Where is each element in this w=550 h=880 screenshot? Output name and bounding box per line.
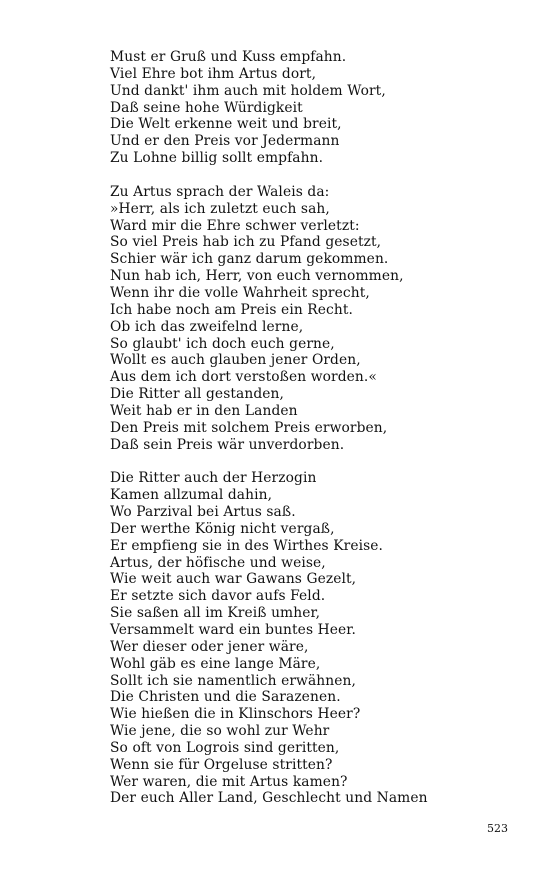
verse-line: Die Ritter all gestanden,	[110, 386, 284, 403]
verse-line: Und dankt' ihm auch mit holdem Wort,	[110, 82, 386, 99]
verse-line: Zu Lohne billig sollt empfahn.	[110, 150, 324, 167]
stanza-1	[110, 49, 530, 167]
verse-line: Aus dem ich dort verstoßen worden.«	[110, 369, 377, 386]
verse-line: Daß seine hohe Würdigkeit	[110, 99, 303, 116]
verse-line: Versammelt ward ein buntes Heer.	[110, 622, 356, 638]
verse-line: Wohl gäb es eine lange Märe,	[110, 655, 321, 672]
verse-line: Weit hab er in den Landen	[110, 402, 298, 419]
verse-line: Und er den Preis vor Jedermann	[110, 133, 340, 150]
verse-line: Viel Ehre bot ihm Artus dort,	[110, 65, 317, 82]
verse-line: Zu Artus sprach der Waleis da:	[110, 183, 330, 200]
verse-line: Der euch Aller Land, Geschlecht und Namen	[110, 790, 428, 807]
verse-line: Ward mir die Ehre schwer verletzt:	[110, 217, 360, 234]
verse-line: Must er Gruß und Kuss empfahn.	[110, 49, 347, 65]
verse-line: Wie weit auch war Gawans Gezelt,	[110, 571, 357, 588]
verse-line: »Herr, als ich zuletzt euch sah,	[110, 200, 330, 217]
verse-line: Wollt es auch glauben jener Orden,	[110, 352, 361, 369]
verse-line: Schier wär ich ganz darum gekommen.	[110, 251, 389, 268]
verse-line: Wer waren, die mit Artus kamen?	[110, 773, 348, 790]
verse-line: Wenn ihr die volle Wahrheit sprecht,	[110, 284, 370, 301]
verse-line: Wie hießen die in Klinschors Heer?	[110, 706, 361, 723]
verse-line: Wie jene, die so wohl zur Wehr	[110, 723, 330, 740]
verse-line: Die Ritter auch der Herzogin	[110, 470, 317, 487]
page-number: 523	[487, 822, 508, 835]
verse-line: So viel Preis hab ich zu Pfand gesetzt,	[110, 234, 382, 251]
verse-line: Sollt ich sie namentlich erwähnen,	[110, 672, 356, 689]
verse-line: Er setzte sich davor aufs Feld.	[110, 588, 326, 605]
verse-line: Sie saßen all im Kreiß umher,	[110, 605, 321, 622]
verse-line: Die Christen und die Sarazenen.	[110, 689, 341, 706]
stanza-2	[110, 184, 530, 454]
verse-line: Der werthe König nicht vergaß,	[110, 520, 335, 537]
verse-line: Er empfieng sie in des Wirthes Kreise.	[110, 537, 384, 554]
verse-line: Artus, der höfische und weise,	[110, 554, 326, 571]
verse-line: So glaubt' ich doch euch gerne,	[110, 335, 335, 352]
verse-line: Daß sein Preis wär unverdorben.	[110, 436, 345, 453]
poem-text	[110, 49, 530, 824]
verse-line: Den Preis mit solchem Preis erworben,	[110, 419, 388, 436]
verse-line: Wenn sie für Orgeluse stritten?	[110, 756, 333, 773]
verse-line: Nun hab ich, Herr, von euch vernommen,	[110, 268, 404, 285]
verse-line: Die Welt erkenne weit und breit,	[110, 116, 342, 133]
verse-line: Ich habe noch am Preis ein Recht.	[110, 301, 353, 318]
verse-line: So oft von Logrois sind geritten,	[110, 739, 340, 756]
verse-line: Wo Parzival bei Artus saß.	[110, 504, 296, 521]
stanza-3	[110, 470, 530, 807]
verse-line: Kamen allzumal dahin,	[110, 487, 273, 504]
verse-line: Wer dieser oder jener wäre,	[110, 638, 309, 655]
verse-line: Ob ich das zweifelnd lerne,	[110, 318, 304, 335]
